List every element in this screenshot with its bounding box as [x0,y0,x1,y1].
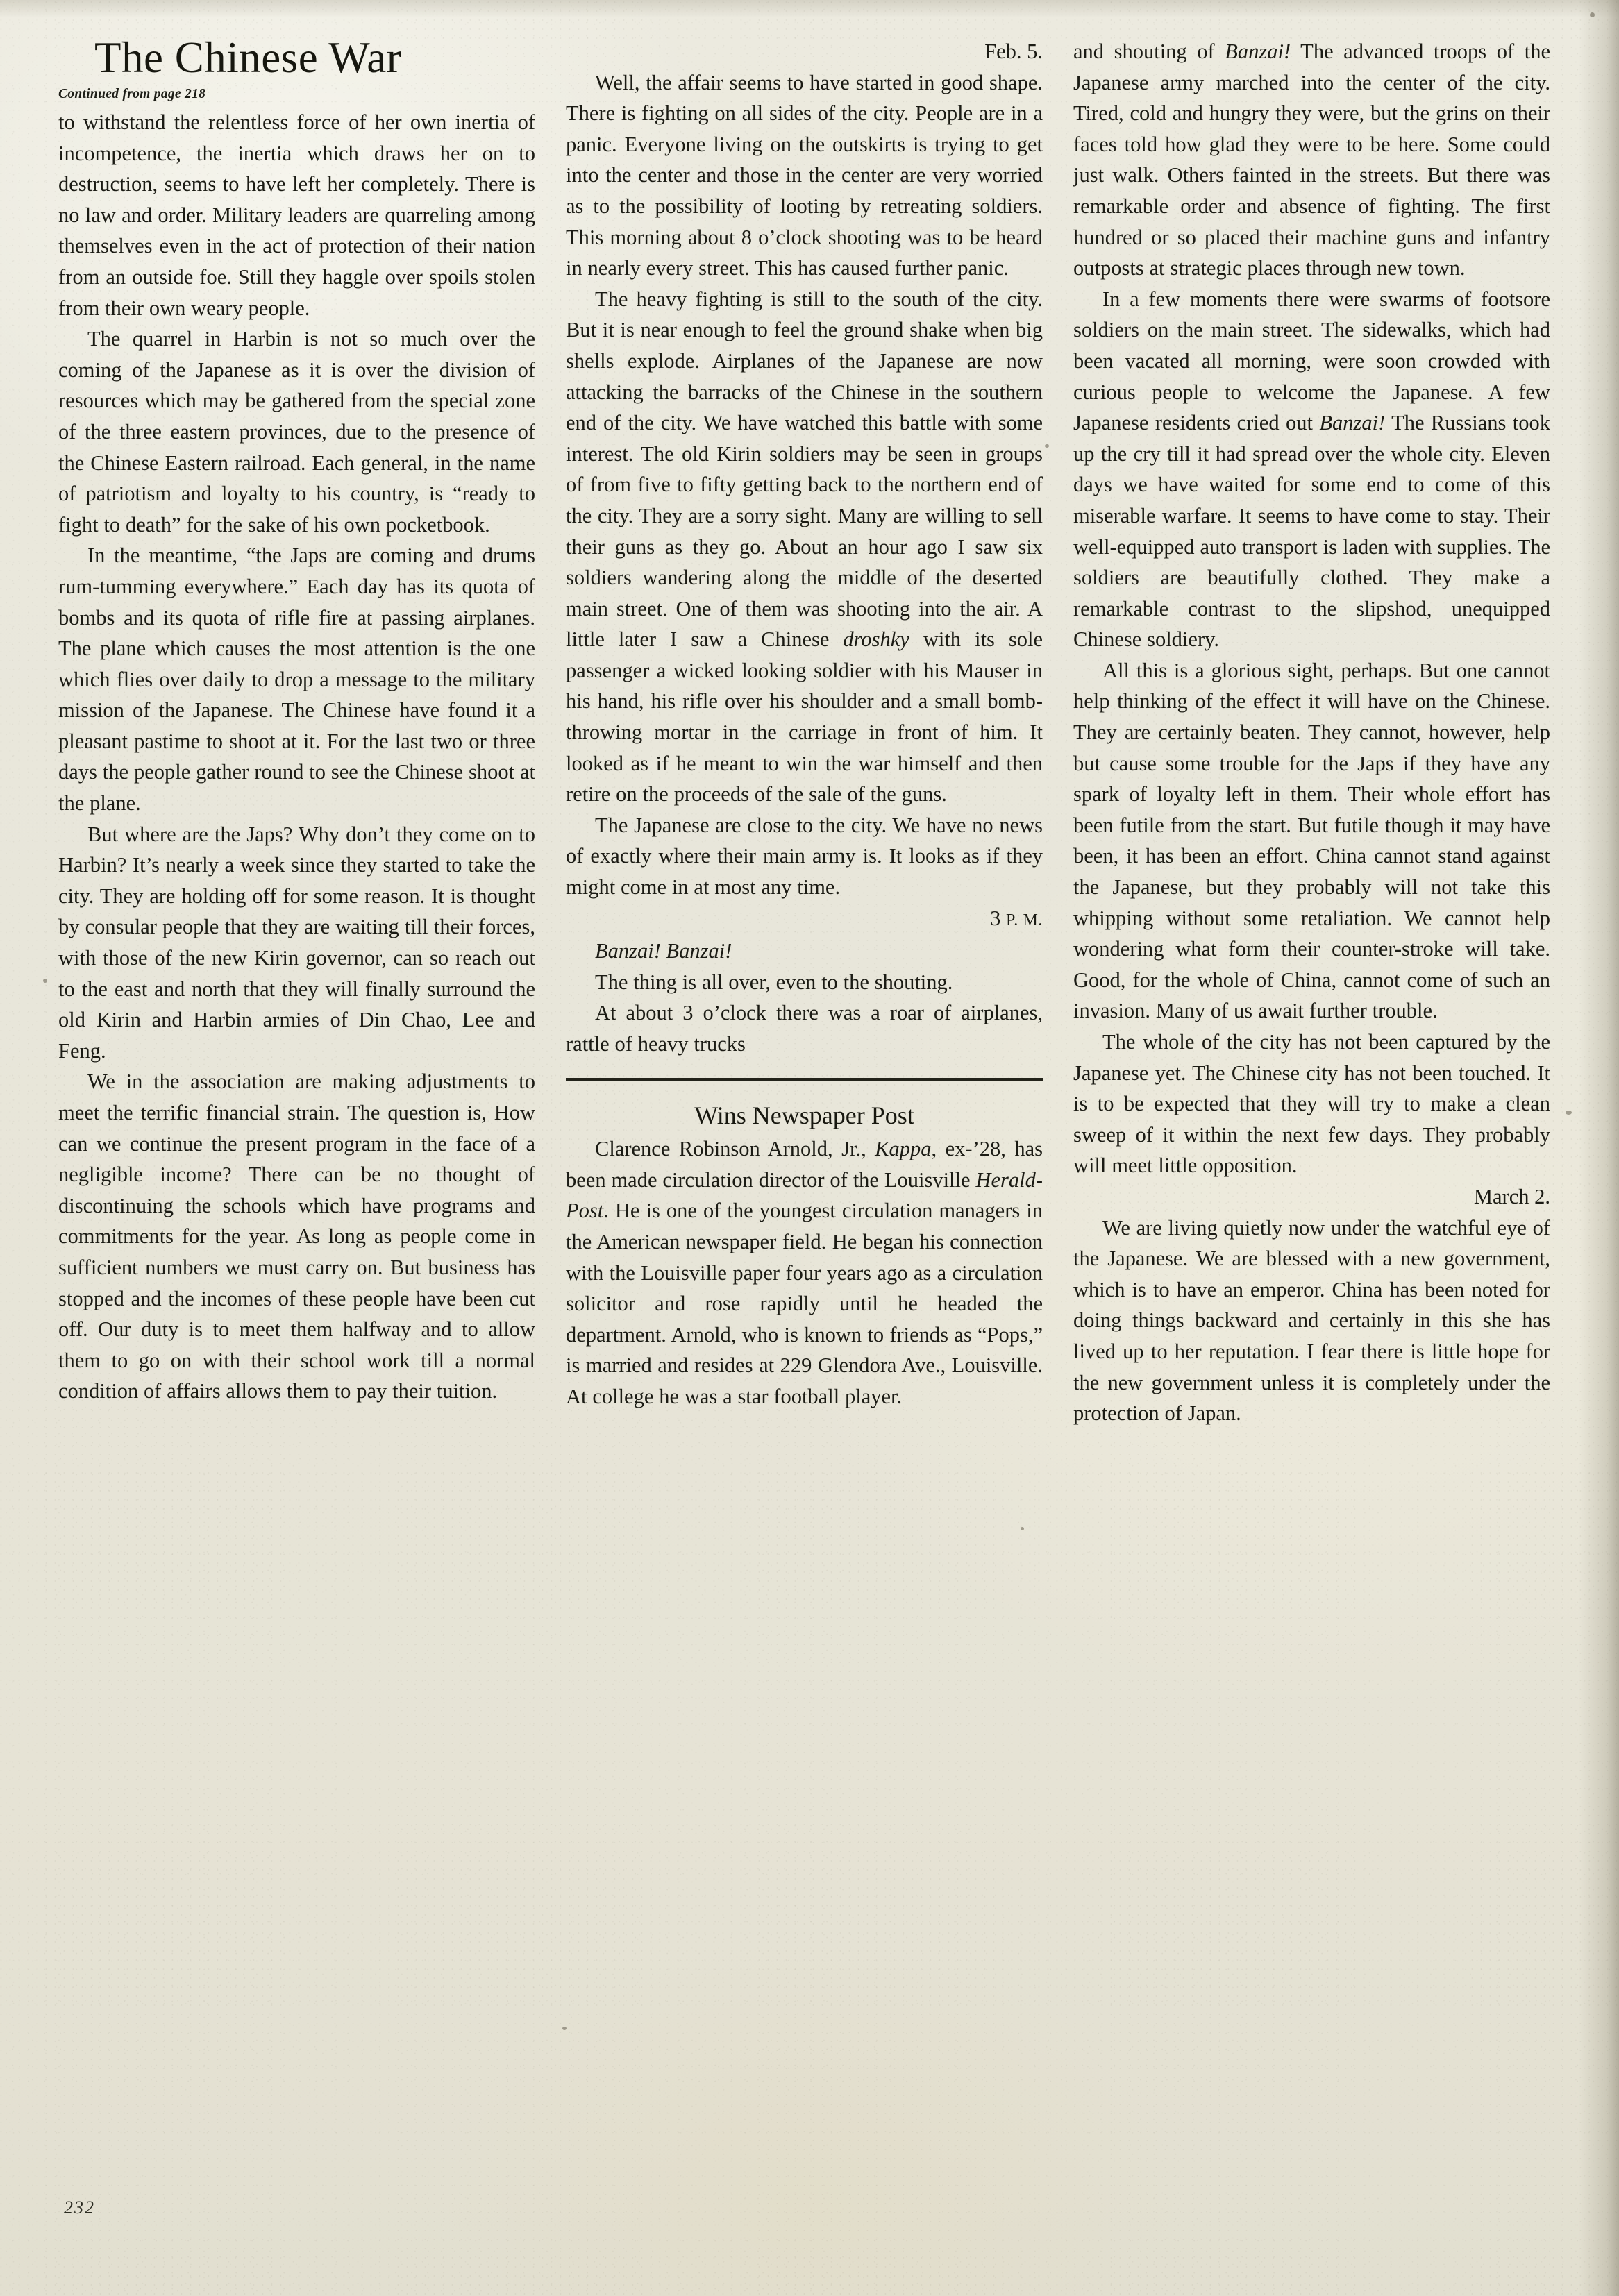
paragraph-text-a: The heavy fighting is still to the south of the city. But it is near enough to feel the ground shake when big shells explode. Airplanes of the Japanese are now attacking the barracks of the Chinese in the southern end of the city. We have watched this battle with some interest. The old Kirin soldiers may be seen in groups of from five to fifty getting back to the northern end of the city. They are a sorry sight. Many are willing to sell their guns as they go. About an hour ago I saw six soldiers wandering along the middle of the deserted main street. One of them was shooting into the air. A little later I saw a Chinese [566,287,1043,652]
paragraph: We are living quietly now under the watchful eye of the Japanese. We are blessed with a new government, which is to have an emperor. China has been noted for doing things backward and certainly in this she has lived up to her reputation. I fear there is little hope for the new government unless it is completely under the protection of Japan. [1073,1215,1550,1426]
news-text-a: Clarence Robinson Arnold, Jr., [595,1137,875,1161]
page-right-shadow [1579,0,1619,2296]
paragraph: In the meantime, “the Japs are coming and drums rum-tumming everywhere.” Each day has its quota of bombs and its quota of rifle fire at passing airplanes. The plane which causes the most attention is the one which flies over daily to drop a message to the military mission of the Japanese. The Chinese have found it a pleasant pastime to shoot at it. For the last two or three days the people gather round to see the Chinese shoot at the plane. [58,543,535,816]
paragraph [1073,36,1550,284]
paragraph: The quarrel in Harbin is not so much over the coming of the Japanese as it is over the division of resources which may be gathered from the special zone of the three eastern provinces, due to the presence of the Chinese Eastern railroad. Each general, in the name of patriotism and loyalty to his country, is “ready to fight to death” for the sake of his own pocketbook. [58,327,535,537]
italic-herald-post: Herald-Post [566,1167,1043,1223]
banzai-exclamation: Banzai! Banzai! [595,939,732,963]
italic-kappa: Kappa [875,1137,932,1161]
paragraph: to withstand the relentless force of her own inertia of incompetence, the inertia which draws her on to destruction, seems to have left her completely. There is no law and order. Military leaders are quarreling among themselves even in the act of protection of their nation from an outside foe. Still they haggle over spoils stolen from their own weary people. [58,110,535,320]
italic-banzai-1: Banzai! [1225,40,1291,63]
news-text-b: , ex-’28, has been made circulation director of the Louisville [566,1137,1043,1192]
page-number: 232 [64,2197,95,2218]
section-divider-rule [566,1078,1043,1081]
paragraph: The whole of the city has not been captured by the Japanese yet. The Chinese city has not been touched. It is to be expected that they will try to make a clean sweep of it within the next few days. They probably will meet little opposition. [1073,1030,1550,1178]
paragraph: But where are the Japs? Why don’t they come on to Harbin? It’s nearly a week since they started to take the city. They are holding off for some reason. It is thought by consular people that they are waiting till their forces, with those of the new Kirin governor, can so reach out to the east and north that they will finally surround the old Kirin and Harbin armies of Din Chao, Lee and Feng. [58,822,535,1063]
paragraph: Well, the affair seems to have started in good shape. There is fighting on all sides of the city. People are in a panic. Everyone living on the outskirts is trying to get into the center and those in the center are very worried as to the possibility of looting by retreating soldiers. This morning about 8 o’clock shooting was to be heard in nearly every street. This has caused further panic. [566,70,1043,280]
para-text-b: The advanced troops of the Japanese army marched into the center of the city. Tired, cold and hungry they were, but the grins on their faces told how glad they were to be here. Some could just walk. Others fainted in the streets. But there was remarkable order and absence of fighting. The first hundred or so placed their machine guns and infantry outposts at strategic places through new town. [1073,40,1550,280]
column-two [566,36,1043,2125]
italic-droshky: droshky [843,627,909,652]
paper-speck [43,979,47,983]
column-one [58,33,535,2125]
paper-speck [1590,12,1595,17]
subhead-wins-newspaper-post: Wins Newspaper Post [694,1101,914,1129]
para-text-d: The Russians took up the cry till it had spread over the whole city. Eleven days we have waited for some end to come of this miserable warfare. It seems to have come to stay. Their well-equipped auto transport is laden with supplies. The soldiers are beautifully clothed. They make a remarkable contrast to the slipshod, unequipped Chinese soldiery. [1073,411,1550,652]
dateline-feb: Feb. 5. [984,40,1043,63]
paragraph [1073,284,1550,655]
paragraph: The thing is all over, even to the shouting. [595,970,953,994]
paragraph-text-b: with its sole passenger a wicked looking soldier with his Mauser in his hand, his rifle over his shoulder and a small bomb-throwing mortar in the carriage in front of him. It looked as if he meant to win the war himself and then retire on the proceeds of the sale of the guns. [566,627,1043,807]
page-top-shadow [0,0,1619,18]
news-text-c: . He is one of the youngest circulation managers in the American newspaper field. He began his connection with the Louisville paper four years ago as a circulation solicitor and rose rapidly until he headed the department. Arnold, who is known to friends as “Pops,” is married and resides at 229 Glendora Ave., Louisville. At college he was a star football player. [566,1199,1043,1408]
paragraph: The Japanese are close to the city. We have no news of exactly where their main army is. It looks as if they might come in at most any time. [566,813,1043,900]
para-text-a: and shouting of [1073,40,1225,63]
timestamp-3pm [566,903,1043,936]
italic-banzai-2: Banzai! [1319,411,1386,435]
paper-speck [1566,1111,1572,1115]
paragraph [566,284,1043,810]
timestamp-meridiem: P. M. [1005,911,1043,929]
dateline-march: March 2. [1473,1184,1550,1208]
continued-from-note: Continued from page 218 [58,87,206,101]
paragraph: We in the association are making adjustments to meet the terrific financial strain. The question is, How can we continue the present program in the face of a negligible income? There can be no thought of discontinuing the schools which have programs and commitments for the year. As long as people come in sufficient numbers we must carry on. But business has stopped and the incomes of these people have been cut off. Our duty is to meet them halfway and to allow them to go on with their school work till a normal condition of affairs allows them to pay their tuition. [58,1070,535,1403]
page-title: The Chinese War [94,33,402,82]
para-text-c: In a few moments there were swarms of footsore soldiers on the main street. The sidewalks, which had been vacated all morning, were soon crowded with curious people to welcome the Japanese. A few Japanese residents cried out [1073,287,1550,435]
paragraph: All this is a glorious sight, perhaps. But one cannot help thinking of the effect it will have on the Chinese. They are certainly beaten. They cannot, however, help but cause some trouble for the Japs if they have any spark of loyalty left in them. Their whole effort has been futile from the start. But futile though it may have been, it has been an effort. China cannot stand against the Japanese, but they probably will not take this whipping without some retaliation. We cannot help wondering what form their counter-stroke will take. Good, for the whole of China, cannot come of such an invasion. Many of us await further trouble. [1073,658,1550,1023]
paragraph: At about 3 o’clock there was a roar of airplanes, rattle of heavy trucks [566,1001,1043,1056]
column-three [1073,36,1550,2125]
news-item-paragraph [566,1133,1043,1412]
three-column-layout [58,33,1551,2125]
timestamp-number: 3 [990,906,1001,930]
